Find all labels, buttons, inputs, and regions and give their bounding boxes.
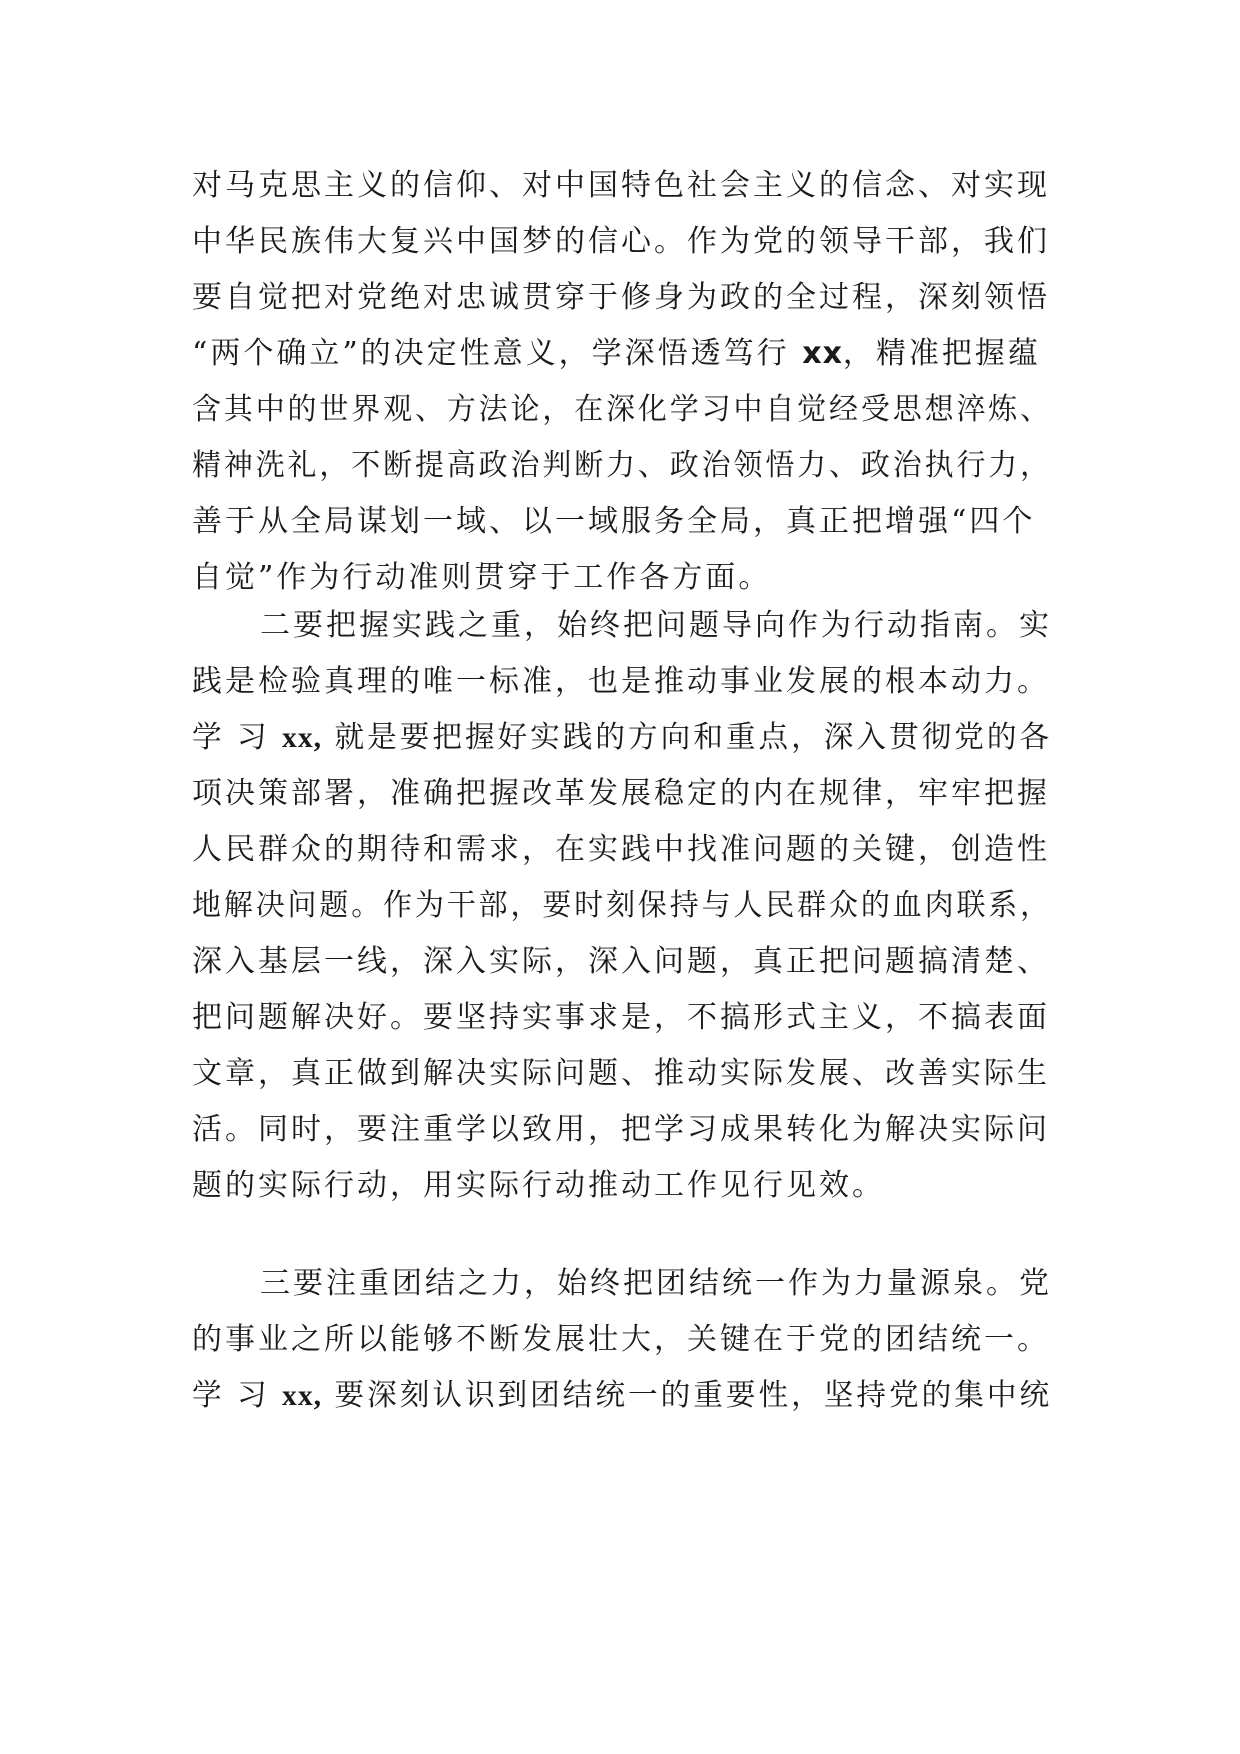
text-line <box>192 326 1052 382</box>
text-line: 二要把握实践之重，始终把问题导向作为行动指南。实 <box>260 608 1052 643</box>
text-run: 就是要把握好实践的方向和重点，深入贯彻党的各 <box>322 720 1053 755</box>
text-line: 文章，真正做到解决实际问题、推动实际发展、改善实际生 <box>192 1056 1050 1091</box>
text-run: 要深刻认识到团结统一的重要性，坚持党的集中统 <box>322 1378 1053 1413</box>
text-line: 要自觉把对党绝对忠诚贯穿于修身为政的全过程，深刻领悟 <box>192 280 1050 315</box>
text-run: ，精准把握蕴 <box>842 336 1041 371</box>
text-line: 中华民族伟大复兴中国梦的信心。作为党的领导干部，我们 <box>192 224 1050 259</box>
bold-text: xx <box>802 336 843 371</box>
bold-text: xx, <box>282 721 323 754</box>
text-line: 的事业之所以能够不断发展壮大，关键在于党的团结统一。 <box>192 1322 1050 1357</box>
text-line <box>192 710 1053 766</box>
text-line: 把问题解决好。要坚持实事求是，不搞形式主义，不搞表面 <box>192 1000 1050 1035</box>
text-line: 活。同时，要注重学以致用，把学习成果转化为解决实际问 <box>192 1112 1050 1147</box>
paragraph-1 <box>192 158 1052 606</box>
bold-text: xx, <box>282 1379 323 1412</box>
text-line: 善于从全局谋划一域、以一域服务全局，真正把增强“四个 <box>192 504 1036 539</box>
text-run: 学 习 <box>192 720 283 755</box>
text-line: 含其中的世界观、方法论，在深化学习中自觉经受思想淬炼、 <box>192 392 1052 427</box>
text-run: 学 习 <box>192 1378 283 1413</box>
text-run: “两个确立”的决定性意义，学深悟透笃行 <box>192 336 803 371</box>
text-line: 精神洗礼，不断提高政治判断力、政治领悟力、政治执行力， <box>192 448 1052 483</box>
text-line: 自觉”作为行动准则贯穿于工作各方面。 <box>192 560 772 595</box>
paragraph-2 <box>192 598 1052 1214</box>
text-line <box>192 1368 1053 1424</box>
paragraph-3 <box>192 1256 1052 1424</box>
text-line: 人民群众的期待和需求，在实践中找准问题的关键，创造性 <box>192 832 1050 867</box>
text-line: 题的实际行动，用实际行动推动工作见行见效。 <box>192 1168 885 1203</box>
text-line: 项决策部署，准确把握改革发展稳定的内在规律，牢牢把握 <box>192 776 1050 811</box>
text-line: 践是检验真理的唯一标准，也是推动事业发展的根本动力。 <box>192 664 1050 699</box>
text-line: 三要注重团结之力，始终把团结统一作为力量源泉。党 <box>260 1266 1052 1301</box>
text-line: 深入基层一线，深入实际，深入问题，真正把问题搞清楚、 <box>192 944 1050 979</box>
text-line: 对马克思主义的信仰、对中国特色社会主义的信念、对实现 <box>192 168 1050 203</box>
text-line: 地解决问题。作为干部，要时刻保持与人民群众的血肉联系， <box>192 888 1052 923</box>
